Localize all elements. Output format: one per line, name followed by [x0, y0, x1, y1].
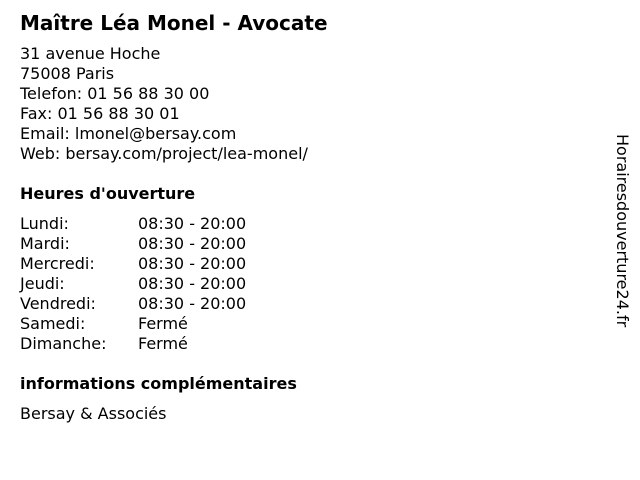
- hours-time-value: 08:30 - 20:00: [138, 254, 247, 273]
- website-address: Web: bersay.com/project/lea-monel/: [20, 144, 308, 163]
- additional-info-text: Bersay & Associés: [20, 404, 167, 423]
- hours-row-wednesday: [20, 254, 246, 274]
- opening-hours-heading: Heures d'ouverture: [20, 184, 196, 203]
- hours-day-label: Lundi:: [20, 214, 69, 233]
- address-city: 75008 Paris: [20, 64, 115, 83]
- contact-block: [20, 44, 308, 164]
- hours-day-label: Jeudi:: [20, 274, 65, 293]
- hours-row-tuesday: [20, 234, 246, 254]
- hours-row-thursday: [20, 274, 246, 294]
- hours-row-sunday: [20, 334, 246, 354]
- address-street: 31 avenue Hoche: [20, 44, 161, 63]
- phone-number: Telefon: 01 56 88 30 00: [20, 84, 210, 103]
- hours-time-value: 08:30 - 20:00: [138, 274, 247, 293]
- opening-hours-table: [20, 214, 246, 354]
- hours-time-value: Fermé: [138, 334, 188, 353]
- hours-time-value: 08:30 - 20:00: [138, 214, 247, 233]
- hours-day-label: Samedi:: [20, 314, 86, 333]
- hours-time-value: Fermé: [138, 314, 188, 333]
- hours-time-value: 08:30 - 20:00: [138, 294, 247, 313]
- hours-row-friday: [20, 294, 246, 314]
- hours-day-label: Dimanche:: [20, 334, 107, 353]
- page-title: Maître Léa Monel - Avocate: [20, 11, 328, 35]
- hours-day-label: Mardi:: [20, 234, 70, 253]
- hours-row-monday: [20, 214, 246, 234]
- fax-number: Fax: 01 56 88 30 01: [20, 104, 180, 123]
- email-address: Email: lmonel@bersay.com: [20, 124, 237, 143]
- hours-day-label: Vendredi:: [20, 294, 96, 313]
- additional-info-heading: informations complémentaires: [20, 374, 297, 393]
- hours-time-value: 08:30 - 20:00: [138, 234, 247, 253]
- side-brand-watermark: Horairesdouverture24.fr: [613, 134, 632, 328]
- hours-row-saturday: [20, 314, 246, 334]
- hours-day-label: Mercredi:: [20, 254, 95, 273]
